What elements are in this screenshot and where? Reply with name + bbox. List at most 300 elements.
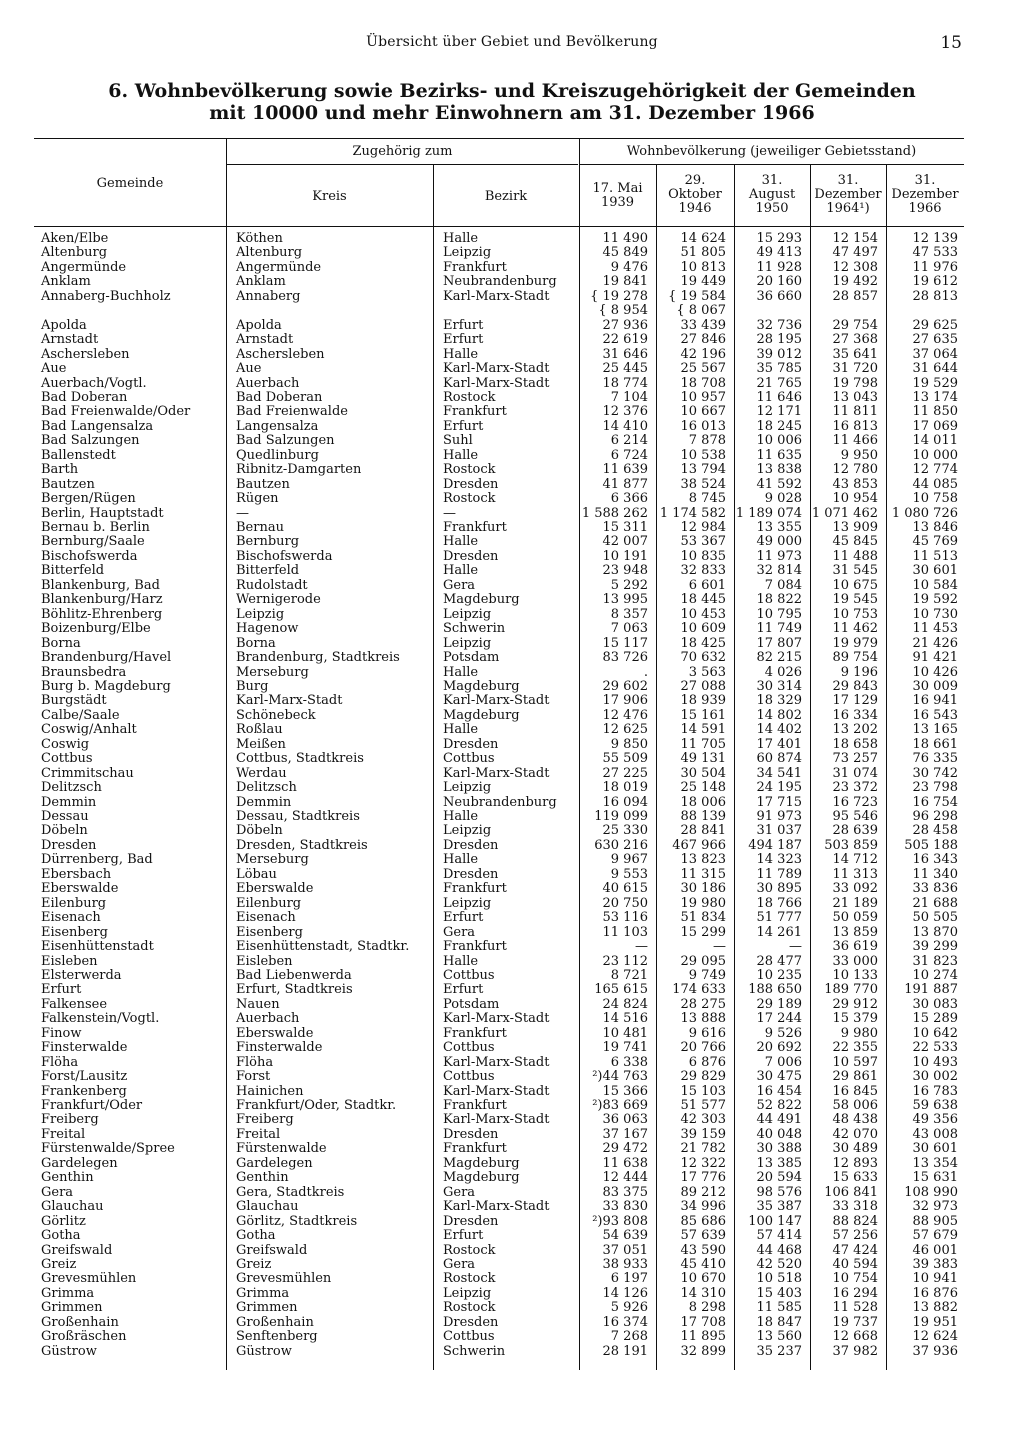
value-1950-cell: 30 314 — [756, 678, 802, 694]
value-1939-cell: ²)93 808 — [592, 1213, 648, 1229]
value-1939-cell: 119 099 — [594, 809, 648, 824]
kreis-cell: Merseburg — [236, 852, 309, 868]
table-row — [0, 608, 1024, 622]
value-1950-cell: 41 592 — [756, 476, 802, 492]
kreis-cell: Cottbus, Stadtkreis — [236, 751, 364, 767]
gemeinde-cell: Flöha — [41, 1054, 79, 1070]
bezirk-cell: Magdeburg — [443, 1155, 520, 1171]
value-1966-cell: 10 730 — [912, 606, 958, 622]
value-1950-cell: 11 635 — [756, 447, 802, 463]
bezirk-cell: Gera — [443, 577, 476, 593]
value-1946-cell: { 19 584 — [668, 288, 726, 304]
gemeinde-cell: Freital — [41, 1126, 86, 1142]
bezirk-cell: Magdeburg — [443, 678, 520, 694]
kreis-cell: Eilenburg — [236, 895, 302, 911]
gemeinde-cell: Falkensee — [41, 996, 108, 1012]
value-1950-cell: 10 235 — [756, 967, 802, 983]
value-1964-cell: 11 811 — [832, 404, 878, 420]
value-1939-cell: 19 841 — [602, 274, 648, 290]
value-1946-cell: 16 013 — [680, 418, 726, 434]
value-1946-cell: 10 957 — [680, 389, 726, 405]
value-1939-cell: 10 191 — [602, 548, 648, 564]
value-1946-cell: 27 846 — [680, 332, 726, 348]
value-1946-cell: 85 686 — [680, 1213, 726, 1229]
bezirk-cell: Halle — [443, 534, 479, 550]
value-1966-cell: 16 754 — [912, 794, 958, 810]
table-row — [0, 940, 1024, 954]
value-1939-cell: 14 410 — [602, 418, 648, 434]
value-1964-cell: 31 074 — [832, 765, 878, 781]
bezirk-cell: Karl-Marx-Stadt — [443, 1112, 550, 1128]
value-1939-cell: 9 476 — [610, 259, 648, 275]
value-1950-cell: 60 874 — [756, 751, 802, 767]
table-row — [0, 492, 1024, 506]
value-1964-cell: 11 466 — [832, 433, 878, 449]
table-row — [0, 463, 1024, 477]
bezirk-cell: Frankfurt — [443, 1098, 507, 1113]
value-1950-cell: 14 261 — [756, 924, 802, 940]
kreis-cell: Bischofswerda — [236, 548, 333, 564]
value-1946-cell: 14 591 — [680, 722, 726, 738]
kreis-cell: Anklam — [236, 274, 286, 290]
value-1939-cell: 17 906 — [602, 693, 648, 709]
kreis-cell: Altenburg — [236, 245, 303, 261]
value-1946-cell: 51 577 — [680, 1098, 726, 1113]
value-1939-cell: 12 476 — [602, 707, 648, 723]
bezirk-cell: Karl-Marx-Stadt — [443, 361, 550, 377]
table-row — [0, 781, 1024, 795]
value-1966-cell: 31 644 — [912, 361, 958, 377]
value-1964-cell: 16 813 — [832, 418, 878, 434]
kreis-cell: Bad Liebenwerda — [236, 967, 352, 983]
value-1946-cell: 12 984 — [680, 520, 726, 535]
value-1946-cell: 25 567 — [680, 361, 726, 377]
value-1946-cell: 38 524 — [680, 476, 726, 492]
value-1950-cell: 91 973 — [756, 809, 802, 824]
bezirk-cell: Halle — [443, 447, 479, 463]
bezirk-cell: Magdeburg — [443, 707, 520, 723]
table-row — [0, 1070, 1024, 1084]
value-1946-cell: 28 841 — [680, 823, 726, 839]
value-1966-cell: 11 453 — [912, 621, 958, 637]
value-1964-cell: 12 154 — [832, 231, 878, 246]
kreis-cell: Eberswalde — [236, 881, 314, 897]
value-1950-cell: 40 048 — [756, 1126, 802, 1142]
value-1939-cell: 11 639 — [602, 462, 648, 478]
gemeinde-cell: Frankfurt/Oder — [41, 1098, 143, 1113]
value-1939-cell: 18 019 — [602, 780, 648, 796]
value-1964-cell: 16 334 — [832, 707, 878, 723]
value-1964-cell: 33 092 — [832, 881, 878, 897]
table-row — [0, 1272, 1024, 1286]
value-1946-cell: 15 103 — [680, 1083, 726, 1099]
table-row — [0, 998, 1024, 1012]
value-1946-cell: — — [713, 939, 726, 955]
value-1939-cell: ²)44 763 — [592, 1069, 648, 1085]
gemeinde-cell: Aue — [41, 361, 67, 377]
value-1964-cell: 13 859 — [832, 924, 878, 940]
value-1946-cell: 14 624 — [680, 231, 726, 246]
gemeinde-cell: Frankenberg — [41, 1083, 127, 1099]
value-1939-cell: 12 376 — [602, 404, 648, 420]
value-1964-cell: 28 639 — [832, 823, 878, 839]
value-1950-cell: 98 576 — [756, 1184, 802, 1200]
table-row — [0, 1157, 1024, 1171]
value-1950-cell: 14 402 — [756, 722, 802, 738]
gemeinde-cell: Böhlitz-Ehrenberg — [41, 606, 163, 622]
kreis-cell: Aue — [236, 361, 262, 377]
value-1946-cell: 6 876 — [688, 1054, 726, 1070]
header-bottom-rule — [34, 226, 964, 227]
header-1964-line-1: 31. — [837, 173, 859, 188]
table-row — [0, 348, 1024, 362]
value-1966-cell: 76 335 — [912, 751, 958, 767]
value-1950-cell: 11 973 — [756, 548, 802, 564]
value-1939-cell: 15 311 — [602, 520, 648, 535]
bezirk-cell: Potsdam — [443, 650, 500, 666]
bezirk-cell: Cottbus — [443, 1040, 495, 1056]
bezirk-cell: Leipzig — [443, 823, 492, 839]
bezirk-cell: Frankfurt — [443, 1025, 507, 1041]
value-1964-cell: 50 059 — [832, 910, 878, 926]
value-1950-cell: 36 660 — [756, 288, 802, 304]
value-1964-cell: 1 071 462 — [811, 505, 878, 521]
value-1939-cell: 29 602 — [602, 678, 648, 694]
bezirk-cell: — — [443, 505, 456, 521]
value-1964-cell: 18 658 — [832, 736, 878, 752]
value-1946-cell: 45 410 — [680, 1256, 726, 1272]
value-1964-cell: 43 853 — [832, 476, 878, 492]
table-row — [0, 564, 1024, 578]
table-row — [0, 550, 1024, 564]
table-row — [0, 897, 1024, 911]
value-1939-cell: 45 849 — [602, 245, 648, 261]
gemeinde-cell: Bernburg/Saale — [41, 534, 145, 550]
value-1964-cell: 33 000 — [832, 953, 878, 969]
kreis-cell: Frankfurt/Oder, Stadtkr. — [236, 1098, 397, 1113]
kreis-cell: Gotha — [236, 1228, 276, 1244]
value-1966-cell: 14 011 — [912, 433, 958, 449]
bezirk-cell: Cottbus — [443, 1329, 495, 1345]
value-1939-cell: 19 741 — [602, 1040, 648, 1056]
gemeinde-cell: Burg b. Magdeburg — [41, 678, 171, 694]
value-1946-cell: 89 212 — [680, 1184, 726, 1200]
header-1946-line-2: Oktober — [668, 187, 722, 202]
value-1966-cell: 10 758 — [912, 491, 958, 507]
table-row — [0, 521, 1024, 535]
table-row — [0, 666, 1024, 680]
value-1939-cell: 29 472 — [602, 1141, 648, 1157]
value-1950-cell: 20 594 — [756, 1170, 802, 1186]
value-1964-cell: 16 845 — [832, 1083, 878, 1099]
bezirk-cell: Frankfurt — [443, 404, 507, 420]
header-1950 — [734, 174, 810, 216]
value-1946-cell: 14 310 — [680, 1285, 726, 1301]
gemeinde-cell: Delitzsch — [41, 780, 102, 796]
value-1964-cell: 10 675 — [832, 577, 878, 593]
gemeinde-cell: Coswig/Anhalt — [41, 722, 137, 738]
table-row — [0, 810, 1024, 824]
header-1950-line-2: August — [748, 187, 796, 202]
table-row — [0, 694, 1024, 708]
value-1939-cell: 38 933 — [602, 1256, 648, 1272]
bezirk-cell: Halle — [443, 953, 479, 969]
value-1939-cell: 53 116 — [602, 910, 648, 926]
value-1946-cell: 12 322 — [680, 1155, 726, 1171]
value-1964-cell: 47 424 — [832, 1242, 878, 1258]
bezirk-cell: Neubrandenburg — [443, 794, 557, 810]
value-1964-cell: 15 633 — [832, 1170, 878, 1186]
kreis-cell: Finsterwalde — [236, 1040, 323, 1056]
table-row — [0, 882, 1024, 896]
kreis-cell: Delitzsch — [236, 780, 297, 796]
gemeinde-cell: Fürstenwalde/Spree — [41, 1141, 175, 1157]
value-1939-cell: 25 445 — [602, 361, 648, 377]
value-1950-cell: 39 012 — [756, 346, 802, 362]
table-row — [0, 405, 1024, 419]
value-1950-cell: 188 650 — [748, 982, 802, 998]
value-1950-cell: 18 329 — [756, 693, 802, 709]
kreis-cell: Bad Freienwalde — [236, 404, 348, 420]
value-1964-cell: 189 770 — [824, 982, 878, 998]
bezirk-cell: Karl-Marx-Stadt — [443, 765, 550, 781]
value-1946-cell: 30 186 — [680, 881, 726, 897]
gemeinde-cell: Bad Doberan — [41, 389, 128, 405]
table-row — [0, 853, 1024, 867]
kreis-cell: Erfurt, Stadtkreis — [236, 982, 353, 998]
value-1964-cell: 16 294 — [832, 1285, 878, 1301]
table-row — [0, 1099, 1024, 1113]
value-1950-cell: 11 789 — [756, 866, 802, 882]
gemeinde-cell: Burgstädt — [41, 693, 107, 709]
gemeinde-cell: Blankenburg/Harz — [41, 592, 163, 608]
value-1939-cell: 8 357 — [610, 606, 648, 622]
table-row — [0, 1085, 1024, 1099]
value-1939-cell: 15 117 — [602, 635, 648, 651]
value-1966-cell: 22 533 — [912, 1040, 958, 1056]
gemeinde-cell: Brandenburg/Havel — [41, 650, 172, 666]
value-1964-cell: 16 723 — [832, 794, 878, 810]
value-1939-cell: 9 553 — [610, 866, 648, 882]
bezirk-cell: Erfurt — [443, 317, 484, 333]
value-1964-cell: 27 368 — [832, 332, 878, 348]
kreis-cell: Auerbach — [236, 1011, 300, 1027]
value-1966-cell: 27 635 — [912, 332, 958, 348]
gemeinde-cell: Braunsbedra — [41, 664, 127, 680]
value-1964-cell: 58 006 — [832, 1098, 878, 1113]
bezirk-cell: Frankfurt — [443, 1141, 507, 1157]
bezirk-cell: Erfurt — [443, 332, 484, 348]
gemeinde-cell: Arnstadt — [41, 332, 99, 348]
kreis-cell: Eisenach — [236, 910, 296, 926]
value-1950-cell: 11 749 — [756, 621, 802, 637]
value-1946-cell: 18 939 — [680, 693, 726, 709]
value-1950-cell: 7 084 — [764, 577, 802, 593]
gemeinde-cell: Barth — [41, 462, 79, 478]
value-1966-cell: 19 592 — [912, 592, 958, 608]
value-1950-cell: 32 814 — [756, 563, 802, 579]
gemeinde-cell: Forst/Lausitz — [41, 1069, 128, 1085]
value-1946-cell: 18 708 — [680, 375, 726, 391]
value-1950-cell: 13 355 — [756, 520, 802, 535]
value-1966-cell: 49 356 — [912, 1112, 958, 1128]
gemeinde-cell: Dürrenberg, Bad — [41, 852, 153, 868]
value-1966-cell: 21 426 — [912, 635, 958, 651]
value-1950-cell: 34 541 — [756, 765, 802, 781]
value-1966-cell: 28 458 — [912, 823, 958, 839]
value-1964-cell: 88 824 — [832, 1213, 878, 1229]
value-1966-cell: 10 000 — [912, 447, 958, 463]
bezirk-cell: Rostock — [443, 1242, 496, 1258]
gemeinde-cell: Glauchau — [41, 1199, 104, 1215]
value-1946-cell: 88 139 — [680, 809, 726, 824]
value-1946-cell: 21 782 — [680, 1141, 726, 1157]
value-1939-cell: 27 225 — [602, 765, 648, 781]
kreis-cell: Görlitz, Stadtkreis — [236, 1213, 358, 1229]
value-1946-cell: 39 159 — [680, 1126, 726, 1142]
value-1950-cell: 9 526 — [764, 1025, 802, 1041]
value-1946-cell: 1 174 582 — [659, 505, 726, 521]
value-1964-cell: 73 257 — [832, 751, 878, 767]
value-1966-cell: 11 513 — [912, 548, 958, 564]
bezirk-cell: Gera — [443, 1184, 476, 1200]
bezirk-cell: Cottbus — [443, 751, 495, 767]
table-row — [0, 1244, 1024, 1258]
value-1950-cell: 20 160 — [756, 274, 802, 290]
kreis-cell: Genthin — [236, 1170, 289, 1186]
value-1939-cell: . — [643, 664, 648, 680]
value-1964-cell: 11 313 — [832, 866, 878, 882]
value-1950-cell: 30 475 — [756, 1069, 802, 1085]
table-row — [0, 246, 1024, 260]
value-1939-cell: { 8 954 — [598, 303, 648, 319]
kreis-cell: Hainichen — [236, 1083, 304, 1099]
bezirk-cell: Karl-Marx-Stadt — [443, 288, 550, 304]
value-1964-cell: 36 619 — [832, 939, 878, 955]
bezirk-cell: Magdeburg — [443, 592, 520, 608]
value-1946-cell: 32 833 — [680, 563, 726, 579]
value-1966-cell: 12 624 — [912, 1329, 958, 1345]
kreis-cell: Löbau — [236, 866, 277, 882]
bezirk-cell: Potsdam — [443, 996, 500, 1012]
value-1939-cell: 20 750 — [602, 895, 648, 911]
value-1950-cell: 13 560 — [756, 1329, 802, 1345]
gemeinde-cell: Güstrow — [41, 1343, 97, 1359]
value-1946-cell: 30 504 — [680, 765, 726, 781]
table-row — [0, 723, 1024, 737]
table-title-line-1: 6. Wohnbevölkerung sowie Bezirks- und Kreiszugehörigkeit der Gemeinden — [108, 80, 916, 102]
value-1939-cell: 630 216 — [594, 837, 648, 853]
bezirk-cell: Erfurt — [443, 982, 484, 998]
gemeinde-cell: Blankenburg, Bad — [41, 577, 160, 593]
gemeinde-cell: Annaberg-Buchholz — [41, 288, 171, 304]
header-zugehoerig: Zugehörig zum — [352, 144, 453, 159]
table-row — [0, 969, 1024, 983]
value-1964-cell: 9 980 — [840, 1025, 878, 1041]
value-1939-cell: 165 615 — [594, 982, 648, 998]
header-wohnbevoelkerung: Wohnbevölkerung (jeweiliger Gebietsstand) — [626, 144, 917, 159]
kreis-cell: Freiberg — [236, 1112, 294, 1128]
value-1966-cell: 15 289 — [912, 1011, 958, 1027]
bezirk-cell: Rostock — [443, 462, 496, 478]
value-1950-cell: 494 187 — [748, 837, 802, 853]
header-1966-line-1: 31. — [914, 173, 936, 188]
value-1950-cell: 44 491 — [756, 1112, 802, 1128]
value-1946-cell: 11 315 — [680, 866, 726, 882]
table-row — [0, 868, 1024, 882]
value-1966-cell: 46 001 — [912, 1242, 958, 1258]
kreis-cell: Greiz — [236, 1256, 272, 1272]
value-1964-cell: 17 129 — [832, 693, 878, 709]
value-1966-cell: 12 139 — [912, 231, 958, 246]
kreis-cell: Bautzen — [236, 476, 290, 492]
table-row — [0, 955, 1024, 969]
value-1939-cell: 15 366 — [602, 1083, 648, 1099]
value-1964-cell: 33 318 — [832, 1199, 878, 1215]
table-row — [0, 1027, 1024, 1041]
gemeinde-cell: Aschersleben — [41, 346, 130, 362]
value-1966-cell: 13 846 — [912, 520, 958, 535]
table-row — [0, 304, 1024, 318]
bezirk-cell: Frankfurt — [443, 520, 507, 535]
value-1964-cell: 47 497 — [832, 245, 878, 261]
kreis-cell: Demmin — [236, 794, 292, 810]
value-1966-cell: 39 299 — [912, 939, 958, 955]
value-1964-cell: 19 737 — [832, 1314, 878, 1330]
gemeinde-cell: Eisenhüttenstadt — [41, 939, 154, 955]
value-1964-cell: 11 528 — [832, 1300, 878, 1316]
value-1966-cell: 108 990 — [904, 1184, 958, 1200]
value-1964-cell: 9 950 — [840, 447, 878, 463]
value-1950-cell: 4 026 — [764, 664, 802, 680]
gemeinde-cell: Cottbus — [41, 751, 93, 767]
value-1946-cell: 18 445 — [680, 592, 726, 608]
bezirk-cell: Erfurt — [443, 1228, 484, 1244]
value-1939-cell: 9 967 — [610, 852, 648, 868]
table-row — [0, 651, 1024, 665]
value-1946-cell: 10 538 — [680, 447, 726, 463]
table-row — [0, 1330, 1024, 1344]
kreis-cell: Greifswald — [236, 1242, 308, 1258]
value-1939-cell: 5 292 — [610, 577, 648, 593]
value-1946-cell: 13 823 — [680, 852, 726, 868]
value-1939-cell: 28 191 — [602, 1343, 648, 1359]
value-1966-cell: 13 882 — [912, 1300, 958, 1316]
table-row — [0, 391, 1024, 405]
table-row — [0, 449, 1024, 463]
header-1939-line-2: 1939 — [600, 195, 635, 210]
value-1964-cell: 12 308 — [832, 259, 878, 275]
table-row — [0, 709, 1024, 723]
kreis-cell: Brandenburg, Stadtkreis — [236, 650, 400, 666]
table-row — [0, 593, 1024, 607]
value-1946-cell: 29 095 — [680, 953, 726, 969]
value-1950-cell: 35 387 — [756, 1199, 802, 1215]
table-row — [0, 1171, 1024, 1185]
value-1964-cell: 29 912 — [832, 996, 878, 1012]
value-1939-cell: 31 646 — [602, 346, 648, 362]
kreis-cell: Auerbach — [236, 375, 300, 391]
value-1950-cell: 9 028 — [764, 491, 802, 507]
value-1964-cell: 106 841 — [824, 1184, 878, 1200]
gemeinde-cell: Bischofswerda — [41, 548, 138, 564]
kreis-cell: Senftenberg — [236, 1329, 318, 1345]
gemeinde-cell: Ballenstedt — [41, 447, 116, 463]
table-row — [0, 507, 1024, 521]
value-1964-cell: 31 720 — [832, 361, 878, 377]
kreis-cell: Dresden, Stadtkreis — [236, 837, 368, 853]
gemeinde-cell: Bautzen — [41, 476, 95, 492]
